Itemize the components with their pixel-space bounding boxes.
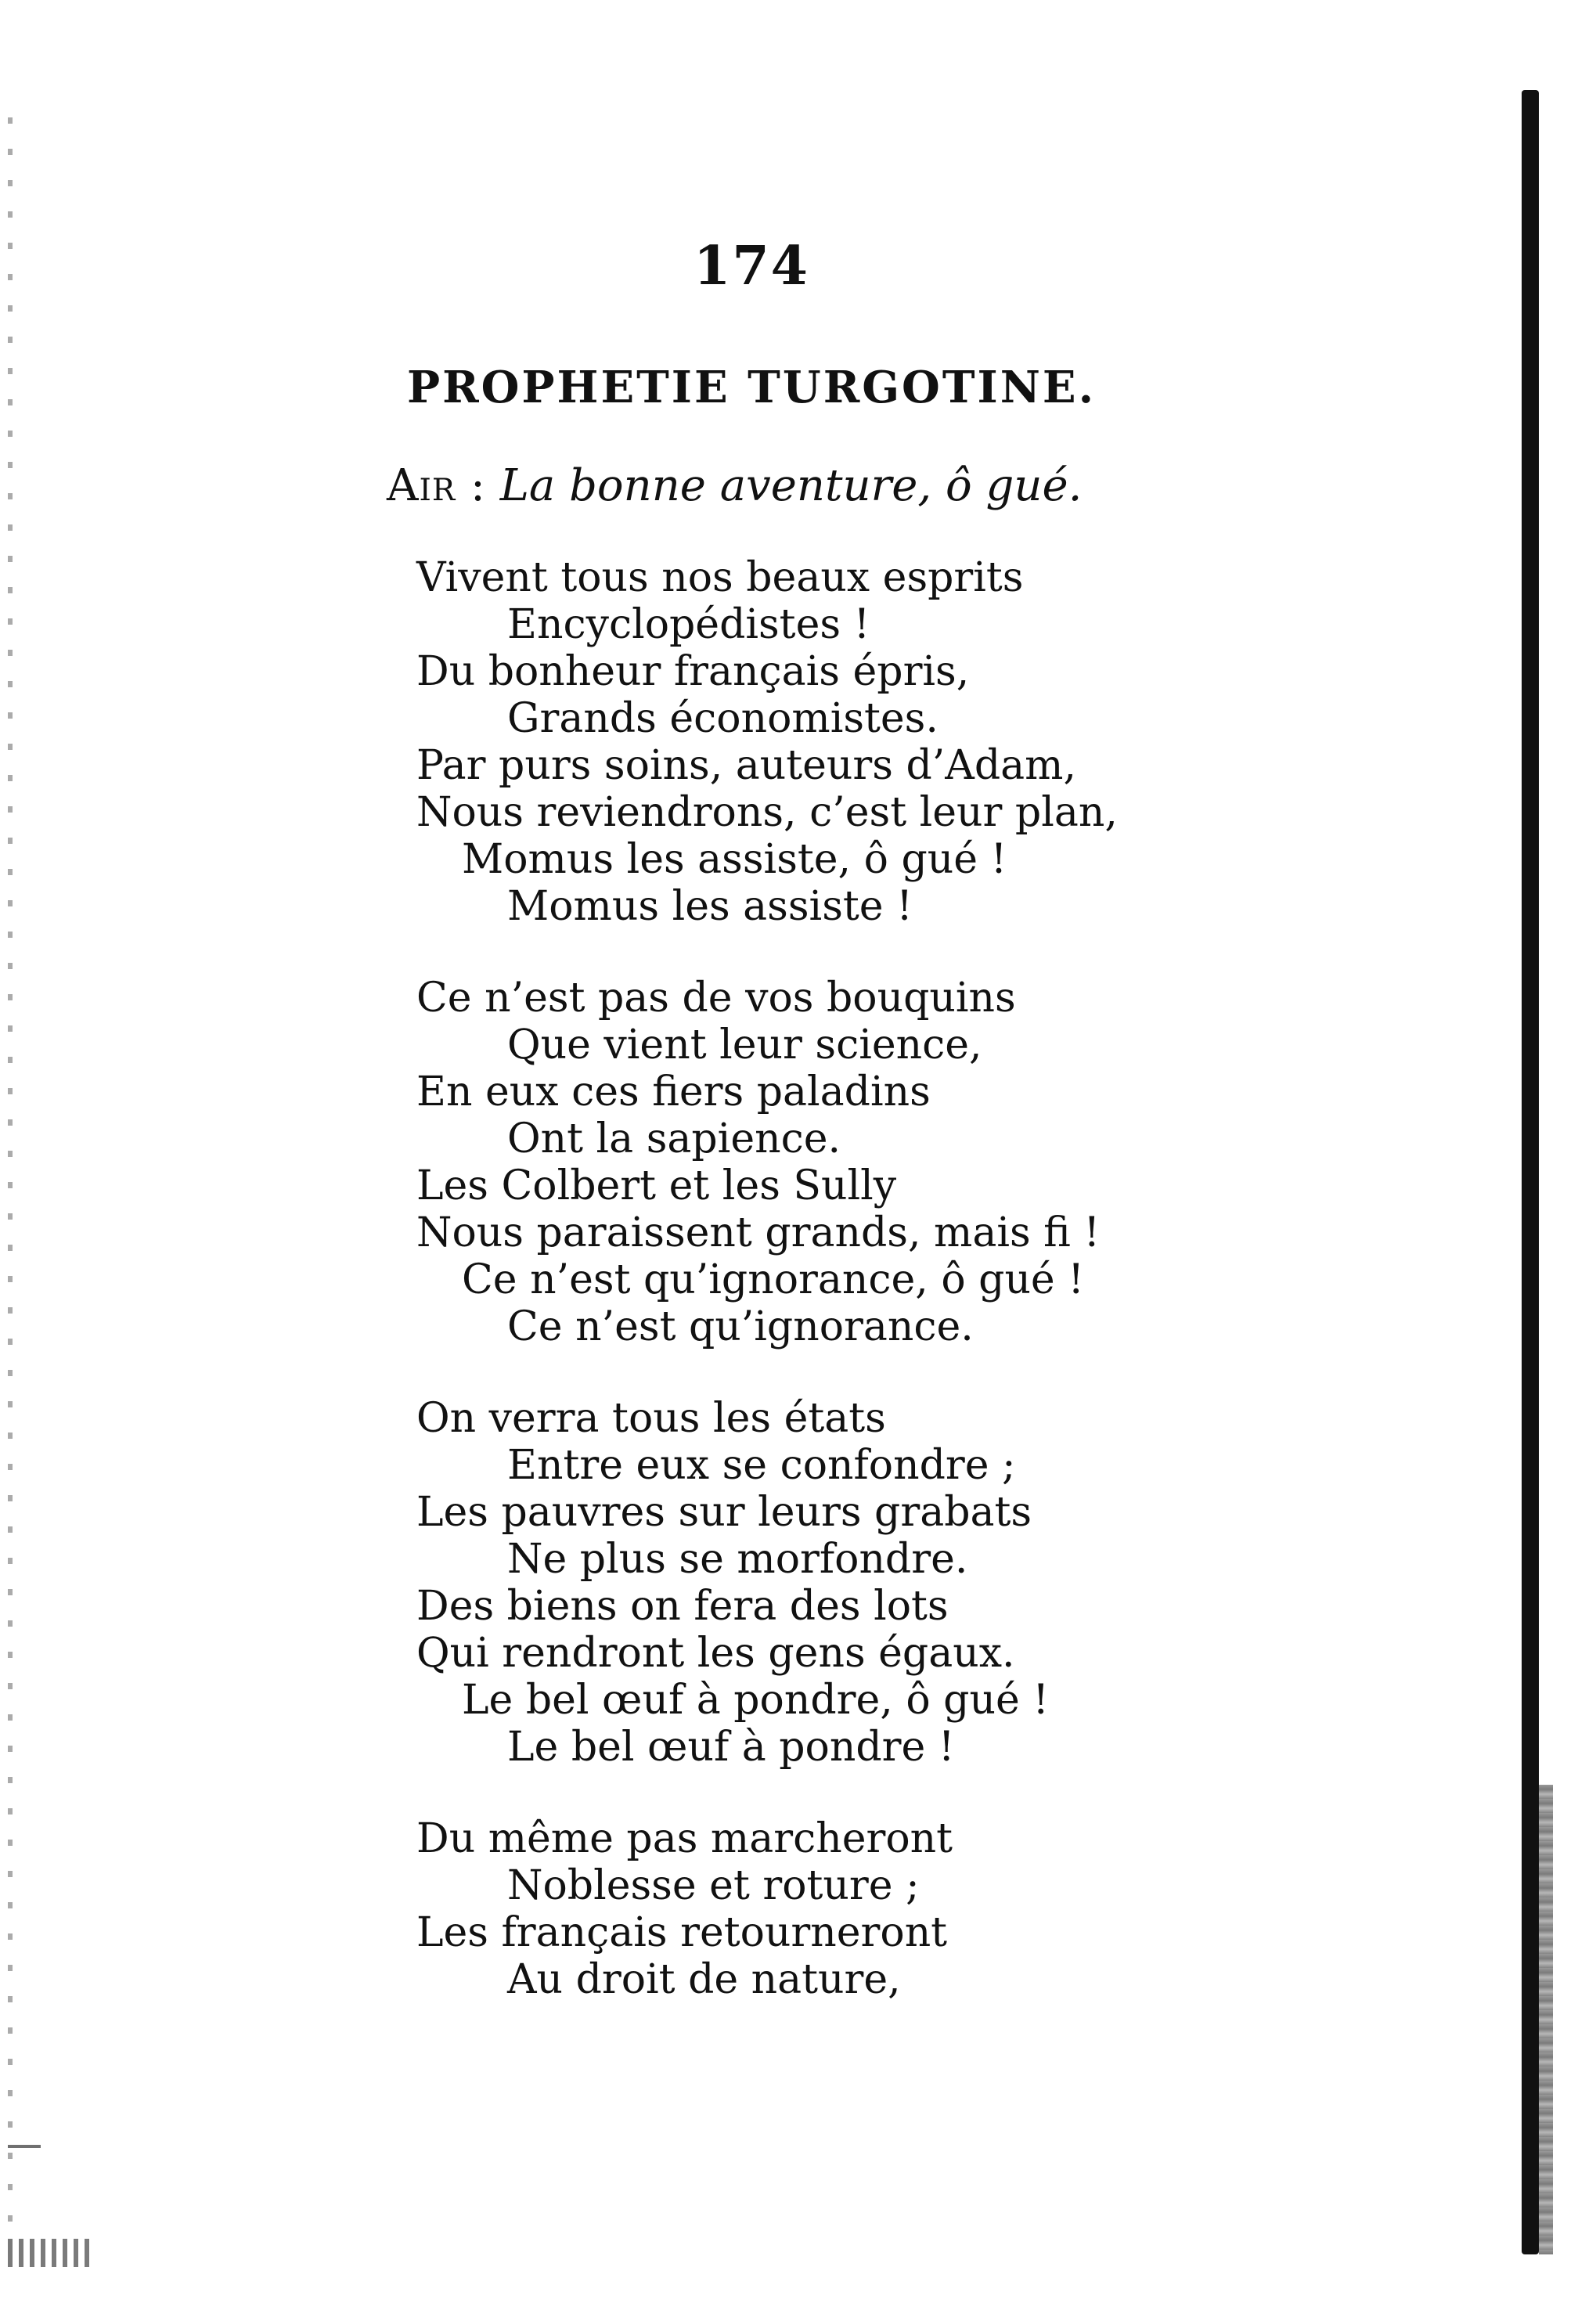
verse-line: Les Colbert et les Sully (416, 1162, 897, 1209)
verse-line: Que vient leur science, (507, 1022, 982, 1069)
air-tune: La bonne aventure, ô gué. (499, 460, 1083, 511)
verse-line: Momus les assiste, ô gué ! (462, 836, 1007, 883)
verse-line: Du bonheur français épris, (416, 648, 970, 695)
verse-line: Ce n’est qu’ignorance, ô gué ! (462, 1256, 1085, 1303)
stanza (416, 975, 1512, 1350)
verse-line: Les français retourneront (416, 1909, 948, 1956)
verse-line: Ce n’est qu’ignorance. (507, 1303, 974, 1350)
verse-line: Vivent tous nos beaux esprits (416, 554, 1024, 601)
verse-line: Au droit de nature, (507, 1956, 901, 2003)
verse-line: Ce n’est pas de vos bouquins (416, 975, 1016, 1022)
scan-corner-smudge (8, 2239, 94, 2267)
air-label: Air : (387, 460, 486, 511)
verse-line: Entre eux se confondre ; (507, 1442, 1016, 1489)
verse-line: Des biens on fera des lots (416, 1583, 949, 1630)
verse-line: Ne plus se morfondre. (507, 1536, 968, 1583)
verse-line: Les pauvres sur leurs grabats (416, 1489, 1032, 1536)
verse-line: Du même pas marcheront (416, 1815, 953, 1862)
stanza (416, 554, 1512, 930)
song-title: PROPHETIE TURGOTINE. (407, 362, 1097, 413)
verse-line: Grands économistes. (507, 695, 939, 742)
verse-line: Nous paraissent grands, mais fi ! (416, 1209, 1101, 1256)
poem-body (416, 554, 1512, 2048)
verse-line: Nous reviendrons, c’est leur plan, (416, 789, 1118, 836)
verse-line: Noblesse et roture ; (507, 1862, 920, 1909)
book-spine-shadow (1522, 90, 1539, 2254)
stanza (416, 1395, 1512, 1771)
verse-line: Momus les assiste ! (507, 883, 913, 930)
verse-line: En eux ces fiers paladins (416, 1069, 931, 1115)
scan-edge-mark (8, 2145, 41, 2148)
verse-line: Par purs soins, auteurs d’Adam, (416, 742, 1076, 789)
tune-indication (387, 460, 1082, 511)
page-number: 174 (694, 235, 809, 297)
verse-line: Qui rendront les gens égaux. (416, 1630, 1015, 1677)
book-spine-texture (1539, 1785, 1553, 2254)
verse-line: Ont la sapience. (507, 1115, 841, 1162)
stanza (416, 1815, 1512, 2003)
verse-line: On verra tous les états (416, 1395, 886, 1442)
verse-line: Le bel œuf à pondre ! (507, 1724, 955, 1771)
scan-left-edge (8, 117, 13, 2247)
verse-line: Le bel œuf à pondre, ô gué ! (462, 1677, 1050, 1724)
verse-line: Encyclopédistes ! (507, 601, 870, 648)
